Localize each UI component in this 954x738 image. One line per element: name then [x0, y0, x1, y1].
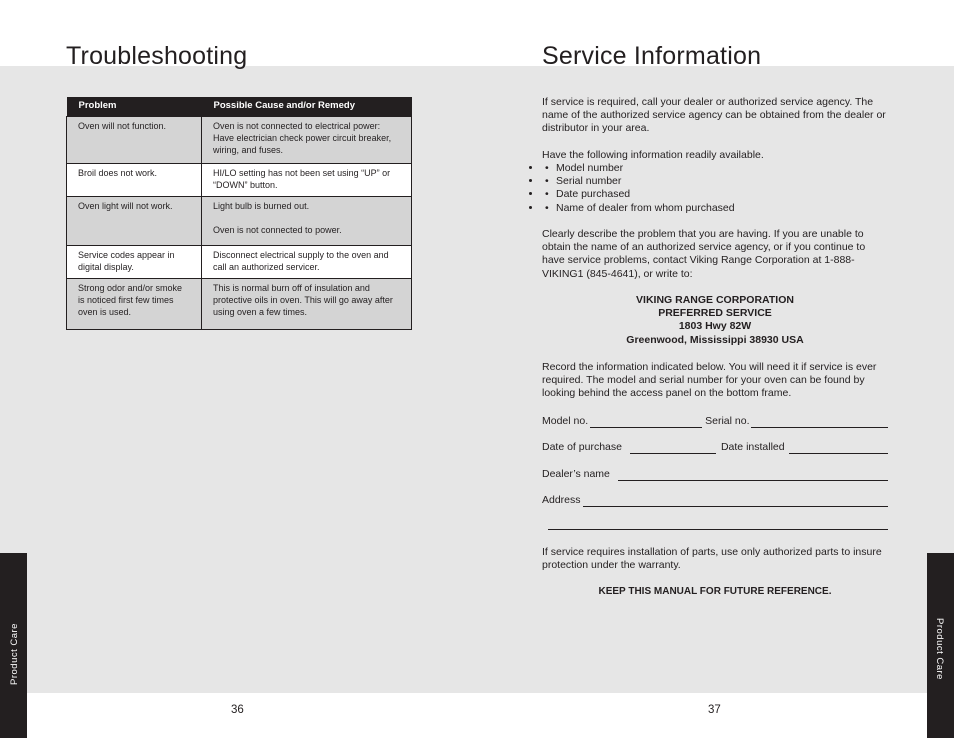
table-header-problem: Problem — [67, 97, 202, 116]
date-installed-label: Date installed — [720, 441, 785, 453]
troubleshooting-title: Troubleshooting — [66, 42, 248, 70]
troubleshooting-table — [66, 97, 412, 330]
date-purchase-blank[interactable] — [630, 444, 716, 454]
address-row — [542, 494, 888, 507]
date-row — [542, 441, 888, 454]
remedy-cell: HI/LO setting has not been set using “UP” or “DOWN” button. — [202, 163, 412, 196]
table-row — [67, 196, 412, 245]
record-info-text: Record the information indicated below. You will need it if service is ever required. The model and serial number for your oven can be found by looking behind the access panel on the bottom frame. — [542, 361, 877, 400]
remedy-cell: Disconnect electrical supply to the oven and call an authorized servicer. — [202, 245, 412, 278]
serial-blank[interactable] — [751, 418, 888, 428]
list-item: • • Name of dealer from whom purchased — [542, 202, 888, 215]
address-line: 1803 Hwy 82W — [678, 320, 752, 333]
left-side-label: Product Care — [9, 623, 20, 685]
address-blank-2[interactable] — [548, 520, 888, 530]
address-row-2 — [542, 520, 888, 530]
right-page-number: 37 — [708, 704, 721, 716]
problem-cell: Service codes appear in digital display. — [67, 245, 202, 278]
table-row — [67, 116, 412, 163]
model-label: Model no. — [542, 415, 589, 427]
remedy-cell: This is normal burn off of insulation and protective oils in oven. This will go away after using oven a few times. — [202, 278, 412, 329]
address-line: Greenwood, Mississippi 38930 USA — [626, 333, 804, 346]
address-line: PREFERRED SERVICE — [658, 307, 772, 320]
dealer-label: Dealer’s name — [542, 468, 610, 480]
problem-cell: Broil does not work. — [67, 163, 202, 196]
problem-cell: Strong odor and/or smoke is noticed first few times oven is used. — [67, 278, 202, 329]
dealer-row — [542, 468, 888, 481]
remedy-line: Oven is not connected to power. — [213, 224, 342, 235]
keep-manual-text: KEEP THIS MANUAL FOR FUTURE REFERENCE. — [598, 586, 832, 597]
list-item: • • Serial number — [542, 175, 888, 188]
address-blank[interactable] — [583, 497, 888, 507]
model-serial-row — [542, 415, 888, 428]
left-page-number: 36 — [231, 704, 244, 716]
info-list — [542, 162, 888, 215]
address-label: Address — [542, 494, 581, 506]
serial-label: Serial no. — [705, 415, 750, 427]
describe-problem-text: Clearly describe the problem that you are having. If you are unable to obtain the name of an authorized service agency, or if you continue to have service problems, contact Viking Range Corporation at 1-888-VIKING1 (845-4641), or write to: — [542, 228, 866, 280]
service-information-title: Service Information — [542, 42, 762, 70]
mailing-address — [542, 294, 888, 347]
model-blank[interactable] — [590, 418, 702, 428]
service-intro: If service is required, call your dealer or authorized service agency. The name of the authorized service agency can be obtained from the dealer or distributor in your area. — [542, 96, 886, 135]
table-row — [67, 278, 412, 329]
address-line: VIKING RANGE CORPORATION — [636, 294, 794, 306]
problem-cell: Oven light will not work. — [67, 196, 202, 245]
remedy-line: Light bulb is burned out. — [213, 200, 310, 211]
list-item: • • Model number — [542, 162, 888, 175]
remedy-cell: Oven is not connected to electrical power: Have electrician check power circuit breaker, wiring, and fuses. — [202, 116, 412, 163]
remedy-cell — [202, 196, 412, 245]
right-side-label: Product Care — [934, 618, 945, 680]
date-installed-blank[interactable] — [789, 444, 888, 454]
problem-cell: Oven will not function. — [67, 116, 202, 163]
dealer-blank[interactable] — [618, 471, 888, 481]
list-item: • • Date purchased — [542, 188, 888, 201]
table-header-remedy: Possible Cause and/or Remedy — [202, 97, 412, 116]
table-row — [67, 245, 412, 278]
have-info-text: Have the following information readily available. — [542, 149, 764, 161]
table-row — [67, 163, 412, 196]
parts-text: If service requires installation of parts, use only authorized parts to insure protection under the warranty. — [542, 546, 882, 572]
date-purchase-label: Date of purchase — [542, 441, 622, 453]
